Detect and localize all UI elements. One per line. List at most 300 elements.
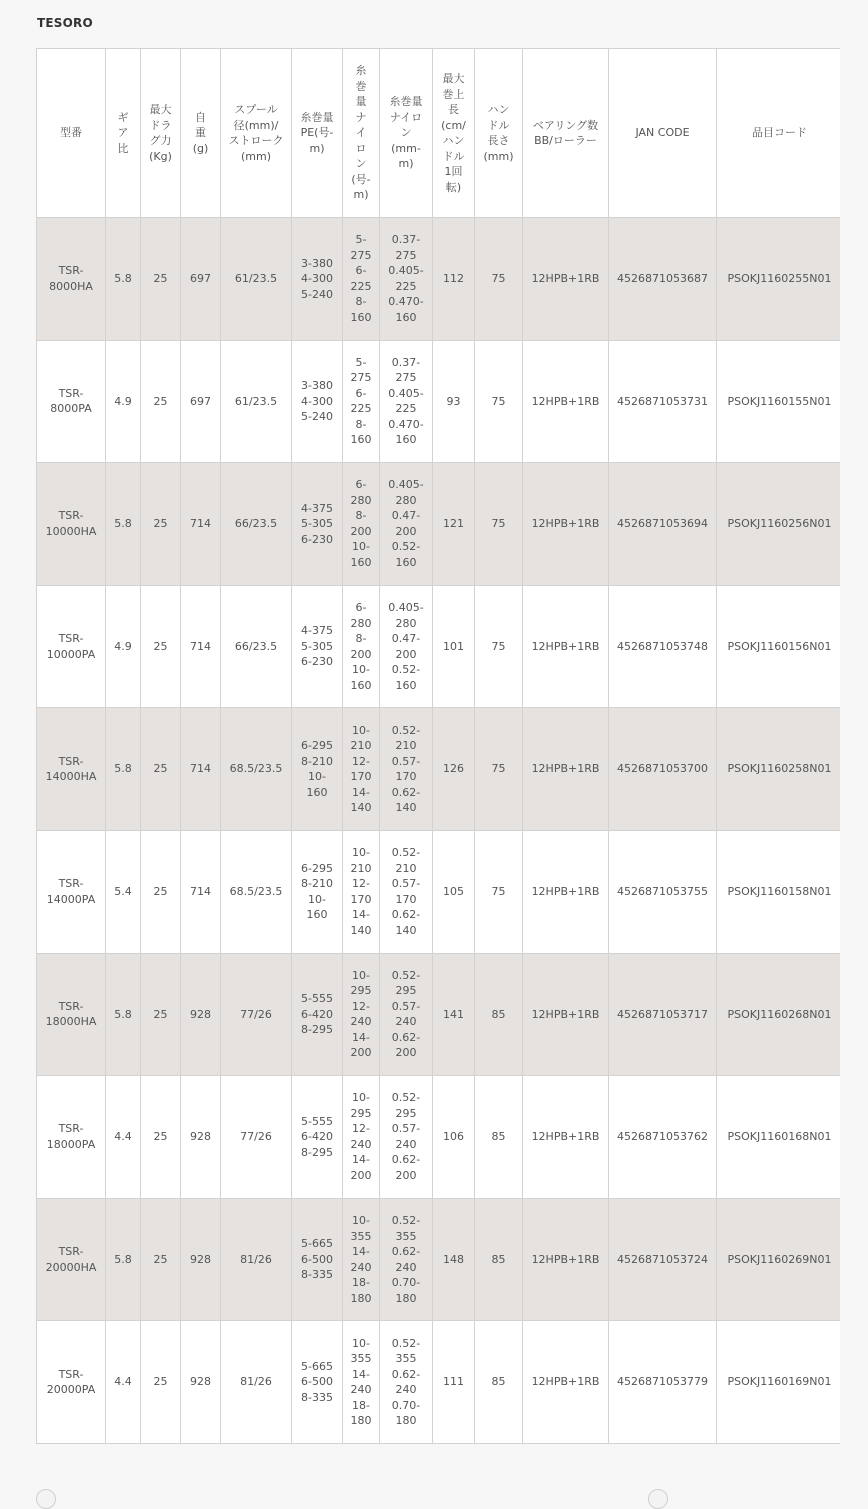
cell-line: 4.4 bbox=[114, 1375, 132, 1389]
cell-model bbox=[37, 1198, 106, 1321]
cell-gear-ratio bbox=[106, 585, 141, 708]
cell-retrieve bbox=[433, 1321, 475, 1444]
cell-weight bbox=[181, 830, 221, 953]
cell-line: 5.8 bbox=[114, 1252, 132, 1266]
cell-line: 280 bbox=[395, 616, 417, 630]
cell-line: 8- bbox=[355, 509, 367, 523]
cell-line: ベアリング数 bbox=[532, 118, 599, 132]
cell-max-drag bbox=[141, 1076, 181, 1199]
cell-weight bbox=[181, 463, 221, 586]
cell-line-pe bbox=[292, 1198, 343, 1321]
cell-line: 25 bbox=[153, 517, 168, 531]
cell-line: 18000PA bbox=[46, 1137, 96, 1151]
cell-handle-length bbox=[475, 953, 523, 1076]
cell-bearings bbox=[523, 218, 609, 341]
cell-line-nylon-go bbox=[343, 218, 380, 341]
header-jan-code bbox=[609, 49, 717, 218]
cell-line: 714 bbox=[190, 885, 211, 899]
cell-jan-code bbox=[609, 1076, 717, 1199]
cell-line: 糸巻量 bbox=[300, 110, 334, 124]
cell-line-nylon-mm bbox=[380, 340, 433, 463]
cell-handle-length bbox=[475, 1076, 523, 1199]
table-row bbox=[37, 1076, 843, 1199]
cell-line: 75 bbox=[491, 885, 506, 899]
table-header-row bbox=[37, 49, 843, 218]
cell-line: (mm- bbox=[391, 141, 421, 155]
cell-line-nylon-go bbox=[343, 1076, 380, 1199]
cell-line: 714 bbox=[190, 517, 211, 531]
cell-line: m) bbox=[309, 141, 325, 155]
cell-line: 355 bbox=[350, 1352, 372, 1366]
cell-line: 240 bbox=[395, 1260, 417, 1274]
cell-line: 180 bbox=[350, 1291, 372, 1305]
cell-line: 200 bbox=[395, 647, 417, 661]
header-line-pe bbox=[292, 49, 343, 218]
cell-line-nylon-mm bbox=[380, 830, 433, 953]
cell-line: 8-295 bbox=[301, 1023, 333, 1037]
cell-line: 5-240 bbox=[301, 410, 333, 424]
cell-line: 180 bbox=[395, 1414, 417, 1428]
cell-weight bbox=[181, 585, 221, 708]
cell-line: 糸 bbox=[355, 64, 367, 78]
cell-line: 6-295 bbox=[301, 739, 333, 753]
cell-line: 0.52- bbox=[391, 663, 421, 677]
cell-bearings bbox=[523, 340, 609, 463]
cell-line: 170 bbox=[350, 892, 372, 906]
cell-line: 8- bbox=[355, 295, 367, 309]
cell-line: 121 bbox=[443, 517, 464, 531]
cell-line: 0.70- bbox=[391, 1398, 421, 1412]
cell-max-drag bbox=[141, 585, 181, 708]
cell-model bbox=[37, 463, 106, 586]
cell-line: 0.62- bbox=[391, 1030, 421, 1044]
cell-line: 12HPB+1RB bbox=[531, 1130, 600, 1144]
table-row bbox=[37, 953, 843, 1076]
cell-handle-length bbox=[475, 830, 523, 953]
cell-handle-length bbox=[475, 1198, 523, 1321]
cell-line: 12HPB+1RB bbox=[531, 639, 600, 653]
cell-line: 355 bbox=[395, 1352, 417, 1366]
cell-line: 75 bbox=[491, 394, 506, 408]
cell-line: 240 bbox=[395, 1383, 417, 1397]
cell-jan-code bbox=[609, 1321, 717, 1444]
cell-line: 180 bbox=[350, 1414, 372, 1428]
cell-item-code bbox=[717, 1321, 843, 1444]
cell-line: 210 bbox=[350, 739, 372, 753]
cell-line: 14- bbox=[352, 785, 370, 799]
cell-line: 6-500 bbox=[301, 1252, 333, 1266]
cell-line: 160 bbox=[350, 555, 372, 569]
cell-max-drag bbox=[141, 218, 181, 341]
cell-line: 12HPB+1RB bbox=[531, 885, 600, 899]
cell-line: 8- bbox=[355, 417, 367, 431]
cell-line: 0.405- bbox=[388, 601, 424, 615]
cell-line: 型番 bbox=[60, 126, 82, 140]
header-spool bbox=[221, 49, 292, 218]
cell-line: 18- bbox=[352, 1398, 370, 1412]
cell-line: 12- bbox=[352, 877, 370, 891]
cell-line: 重 bbox=[195, 126, 206, 140]
page-title: TESORO bbox=[37, 16, 93, 30]
cell-gear-ratio bbox=[106, 340, 141, 463]
cell-line: (g) bbox=[192, 141, 209, 155]
cell-line: 8000HA bbox=[49, 279, 93, 293]
cell-line: ストローク bbox=[228, 134, 284, 147]
cell-line: 25 bbox=[153, 1130, 168, 1144]
cell-line: 5- bbox=[355, 233, 367, 247]
cell-line: 160 bbox=[350, 678, 372, 692]
cell-line: 240 bbox=[350, 1260, 372, 1274]
cell-line: 75 bbox=[491, 517, 506, 531]
cell-line: 6- bbox=[355, 264, 367, 278]
cell-line: 355 bbox=[395, 1229, 417, 1243]
header-max-drag bbox=[141, 49, 181, 218]
cell-line: ドル bbox=[487, 118, 510, 132]
cell-line: TSR- bbox=[58, 877, 84, 891]
cell-line: 最大 bbox=[442, 72, 465, 85]
cell-line: 0.37- bbox=[391, 355, 421, 369]
cell-line: 4-375 bbox=[301, 501, 333, 515]
cell-retrieve bbox=[433, 708, 475, 831]
cell-line: 112 bbox=[443, 272, 464, 286]
cell-line: 4526871053731 bbox=[617, 394, 708, 408]
cell-line: 295 bbox=[395, 1106, 417, 1120]
cell-spool bbox=[221, 218, 292, 341]
cell-item-code bbox=[717, 1198, 843, 1321]
cell-line: 200 bbox=[350, 647, 372, 661]
cell-line: 14- bbox=[352, 1245, 370, 1259]
cell-line: 66/23.5 bbox=[234, 639, 278, 653]
header-weight bbox=[181, 49, 221, 218]
cell-weight bbox=[181, 1321, 221, 1444]
cell-line: 0.62- bbox=[391, 1153, 421, 1167]
cell-line: 8-335 bbox=[301, 1268, 333, 1282]
cell-line: 200 bbox=[395, 1046, 417, 1060]
cell-line: 20000HA bbox=[45, 1260, 97, 1274]
cell-line: 0.57- bbox=[391, 1122, 421, 1136]
cell-line: PSOKJ1160255N01 bbox=[727, 272, 832, 286]
cell-line: PSOKJ1160169N01 bbox=[727, 1375, 832, 1389]
cell-item-code bbox=[717, 708, 843, 831]
cell-line: 10- bbox=[308, 770, 326, 784]
cell-line: 比 bbox=[117, 141, 129, 155]
cell-line: 111 bbox=[443, 1375, 464, 1389]
cell-line-pe bbox=[292, 340, 343, 463]
cell-line: 5- bbox=[355, 355, 367, 369]
cell-line: 14000HA bbox=[45, 770, 97, 784]
cell-line: 0.470- bbox=[388, 417, 424, 431]
scroll-left-icon[interactable] bbox=[36, 1489, 56, 1509]
cell-line: 自 bbox=[195, 110, 206, 124]
cell-line: 140 bbox=[350, 801, 372, 815]
table-row bbox=[37, 218, 843, 341]
cell-line: 5-305 bbox=[301, 639, 333, 653]
cell-model bbox=[37, 585, 106, 708]
cell-line: 25 bbox=[153, 885, 168, 899]
cell-line-nylon-mm bbox=[380, 708, 433, 831]
cell-retrieve bbox=[433, 463, 475, 586]
cell-jan-code bbox=[609, 585, 717, 708]
cell-bearings bbox=[523, 953, 609, 1076]
cell-handle-length bbox=[475, 218, 523, 341]
cell-line: 巻 bbox=[355, 79, 367, 93]
cell-line: ギ bbox=[117, 110, 129, 124]
cell-line-pe bbox=[292, 1076, 343, 1199]
cell-line: JAN CODE bbox=[635, 126, 690, 140]
cell-line: 240 bbox=[395, 1137, 417, 1151]
cell-retrieve bbox=[433, 585, 475, 708]
cell-line: 5.8 bbox=[114, 762, 132, 776]
cell-line: (号- bbox=[351, 172, 371, 186]
cell-line: 200 bbox=[350, 1168, 372, 1182]
cell-line: ハン bbox=[487, 103, 510, 116]
cell-line: 0.52- bbox=[391, 723, 421, 737]
cell-spool bbox=[221, 953, 292, 1076]
cell-jan-code bbox=[609, 463, 717, 586]
header-line-nylon-mm bbox=[380, 49, 433, 218]
cell-line: 225 bbox=[395, 402, 417, 416]
header-model bbox=[37, 49, 106, 218]
cell-line: 5-665 bbox=[301, 1359, 333, 1373]
cell-line: 928 bbox=[190, 1252, 211, 1266]
cell-line: PSOKJ1160256N01 bbox=[727, 517, 832, 531]
cell-line: 0.62- bbox=[391, 1245, 421, 1259]
cell-line-nylon-mm bbox=[380, 1321, 433, 1444]
cell-line: 85 bbox=[491, 1007, 506, 1021]
cell-line: 3-380 bbox=[301, 256, 333, 270]
cell-line: 75 bbox=[491, 272, 506, 286]
cell-line: 140 bbox=[350, 923, 372, 937]
cell-line: 170 bbox=[395, 770, 417, 784]
scroll-right-icon[interactable] bbox=[648, 1489, 668, 1509]
header-line-nylon-go bbox=[343, 49, 380, 218]
cell-item-code bbox=[717, 340, 843, 463]
cell-bearings bbox=[523, 463, 609, 586]
cell-line: 12HPB+1RB bbox=[531, 517, 600, 531]
cell-line: 85 bbox=[491, 1130, 506, 1144]
cell-line: 0.405- bbox=[388, 478, 424, 492]
cell-line: 225 bbox=[350, 279, 372, 293]
cell-line: 巻上 bbox=[442, 87, 465, 101]
cell-line: 6-230 bbox=[301, 532, 333, 546]
cell-line: 68.5/23.5 bbox=[229, 885, 283, 899]
cell-line: 長さ bbox=[487, 134, 510, 147]
cell-retrieve bbox=[433, 218, 475, 341]
cell-line: 275 bbox=[395, 371, 417, 385]
cell-max-drag bbox=[141, 708, 181, 831]
cell-line: 径(mm)/ bbox=[233, 118, 279, 132]
cell-line: 210 bbox=[395, 861, 417, 875]
cell-line: 697 bbox=[190, 394, 211, 408]
cell-line: 85 bbox=[491, 1375, 506, 1389]
cell-line: 14- bbox=[352, 908, 370, 922]
cell-item-code bbox=[717, 953, 843, 1076]
cell-max-drag bbox=[141, 1321, 181, 1444]
cell-line: 0.52- bbox=[391, 1336, 421, 1350]
cell-line: 12- bbox=[352, 754, 370, 768]
cell-line: 6-420 bbox=[301, 1007, 333, 1021]
cell-line: ン bbox=[355, 157, 367, 171]
cell-line: 転) bbox=[445, 180, 462, 194]
cell-line: 61/23.5 bbox=[234, 394, 278, 408]
cell-line-nylon-mm bbox=[380, 585, 433, 708]
cell-line-nylon-go bbox=[343, 585, 380, 708]
cell-retrieve bbox=[433, 1198, 475, 1321]
cell-item-code bbox=[717, 585, 843, 708]
cell-gear-ratio bbox=[106, 953, 141, 1076]
cell-line: 160 bbox=[395, 555, 417, 569]
cell-spool bbox=[221, 708, 292, 831]
cell-line: スプール bbox=[234, 103, 278, 116]
cell-max-drag bbox=[141, 830, 181, 953]
cell-line: 225 bbox=[395, 279, 417, 293]
cell-line: TSR- bbox=[58, 754, 84, 768]
cell-line-nylon-go bbox=[343, 463, 380, 586]
cell-line: 225 bbox=[350, 402, 372, 416]
cell-line: 928 bbox=[190, 1375, 211, 1389]
cell-spool bbox=[221, 830, 292, 953]
cell-line: 0.52- bbox=[391, 1091, 421, 1105]
cell-line: PSOKJ1160269N01 bbox=[727, 1252, 832, 1266]
cell-line: 6- bbox=[355, 601, 367, 615]
cell-line: 4526871053762 bbox=[617, 1130, 708, 1144]
cell-line-nylon-go bbox=[343, 830, 380, 953]
cell-line: 25 bbox=[153, 1007, 168, 1021]
cell-line: 200 bbox=[395, 1168, 417, 1182]
cell-line: 5.8 bbox=[114, 517, 132, 531]
cell-line: 12- bbox=[352, 1122, 370, 1136]
cell-line: グ力 bbox=[149, 134, 172, 147]
cell-line: ナ bbox=[355, 110, 367, 124]
cell-line: 85 bbox=[491, 1252, 506, 1266]
cell-line: 160 bbox=[395, 433, 417, 447]
cell-line: ハン bbox=[442, 134, 465, 147]
cell-line: 140 bbox=[395, 923, 417, 937]
cell-retrieve bbox=[433, 1076, 475, 1199]
cell-gear-ratio bbox=[106, 830, 141, 953]
cell-weight bbox=[181, 218, 221, 341]
cell-line: PSOKJ1160158N01 bbox=[727, 885, 832, 899]
cell-line: 0.70- bbox=[391, 1276, 421, 1290]
cell-line: 25 bbox=[153, 1252, 168, 1266]
cell-max-drag bbox=[141, 953, 181, 1076]
cell-line: 5-665 bbox=[301, 1237, 333, 1251]
cell-line: 240 bbox=[395, 1015, 417, 1029]
cell-line: 928 bbox=[190, 1130, 211, 1144]
cell-spool bbox=[221, 1076, 292, 1199]
cell-line: TSR- bbox=[58, 632, 84, 646]
cell-line: 10- bbox=[352, 1091, 370, 1105]
cell-line: 77/26 bbox=[240, 1130, 272, 1144]
cell-line: 101 bbox=[443, 639, 464, 653]
cell-weight bbox=[181, 1198, 221, 1321]
cell-line: 4-375 bbox=[301, 624, 333, 638]
cell-line-nylon-mm bbox=[380, 463, 433, 586]
cell-line: TSR- bbox=[58, 386, 84, 400]
cell-model bbox=[37, 218, 106, 341]
cell-gear-ratio bbox=[106, 1321, 141, 1444]
cell-line: 280 bbox=[395, 493, 417, 507]
cell-line: 0.52- bbox=[391, 540, 421, 554]
cell-line: 160 bbox=[350, 310, 372, 324]
cell-line: 4526871053694 bbox=[617, 517, 708, 531]
cell-line: 0.57- bbox=[391, 754, 421, 768]
cell-line: 126 bbox=[443, 762, 464, 776]
cell-line: 20000PA bbox=[46, 1383, 96, 1397]
cell-line: PSOKJ1160156N01 bbox=[727, 639, 832, 653]
cell-weight bbox=[181, 1076, 221, 1199]
cell-line: 77/26 bbox=[240, 1007, 272, 1021]
cell-line: 6- bbox=[355, 478, 367, 492]
cell-line: 4526871053700 bbox=[617, 762, 708, 776]
cell-line: TSR- bbox=[58, 1245, 84, 1259]
cell-line: 68.5/23.5 bbox=[229, 762, 283, 776]
cell-weight bbox=[181, 340, 221, 463]
cell-line: 10- bbox=[352, 663, 370, 677]
cell-weight bbox=[181, 953, 221, 1076]
cell-line: 0.62- bbox=[391, 908, 421, 922]
cell-line: 8-210 bbox=[301, 877, 333, 891]
cell-handle-length bbox=[475, 340, 523, 463]
cell-line: 4526871053687 bbox=[617, 272, 708, 286]
cell-line: 25 bbox=[153, 394, 168, 408]
cell-line: 275 bbox=[395, 248, 417, 262]
cell-line: 0.405- bbox=[388, 386, 424, 400]
cell-line: 12- bbox=[352, 999, 370, 1013]
cell-item-code bbox=[717, 218, 843, 341]
cell-line: BB/ローラー bbox=[534, 134, 597, 147]
cell-line-pe bbox=[292, 1321, 343, 1444]
cell-line: 25 bbox=[153, 272, 168, 286]
cell-line: 10- bbox=[352, 723, 370, 737]
cell-line: PE(号- bbox=[300, 126, 334, 140]
cell-line: 12HPB+1RB bbox=[531, 1252, 600, 1266]
cell-line: 240 bbox=[350, 1015, 372, 1029]
cell-bearings bbox=[523, 1198, 609, 1321]
cell-retrieve bbox=[433, 340, 475, 463]
cell-line: 10- bbox=[352, 846, 370, 860]
cell-line: 12HPB+1RB bbox=[531, 1375, 600, 1389]
cell-jan-code bbox=[609, 953, 717, 1076]
cell-spool bbox=[221, 1321, 292, 1444]
cell-line: PSOKJ1160155N01 bbox=[727, 394, 832, 408]
cell-gear-ratio bbox=[106, 1076, 141, 1199]
cell-line: 180 bbox=[395, 1291, 417, 1305]
cell-line: 糸巻量 bbox=[389, 95, 423, 109]
cell-line: 4526871053748 bbox=[617, 639, 708, 653]
table-row bbox=[37, 830, 843, 953]
cell-line-nylon-go bbox=[343, 953, 380, 1076]
cell-line: 5-555 bbox=[301, 992, 333, 1006]
cell-line: ロ bbox=[355, 141, 367, 155]
cell-line: 295 bbox=[395, 984, 417, 998]
cell-handle-length bbox=[475, 585, 523, 708]
cell-line: m) bbox=[398, 157, 414, 171]
cell-line: 8-210 bbox=[301, 754, 333, 768]
cell-handle-length bbox=[475, 708, 523, 831]
cell-retrieve bbox=[433, 830, 475, 953]
cell-jan-code bbox=[609, 708, 717, 831]
cell-line: 928 bbox=[190, 1007, 211, 1021]
table-row bbox=[37, 1321, 843, 1444]
cell-line: 200 bbox=[350, 1046, 372, 1060]
spec-table bbox=[36, 48, 843, 1444]
cell-line: 0.52- bbox=[391, 846, 421, 860]
cell-bearings bbox=[523, 585, 609, 708]
cell-line-nylon-mm bbox=[380, 953, 433, 1076]
cell-line: TSR- bbox=[58, 1367, 84, 1381]
cell-line: 160 bbox=[306, 908, 328, 922]
